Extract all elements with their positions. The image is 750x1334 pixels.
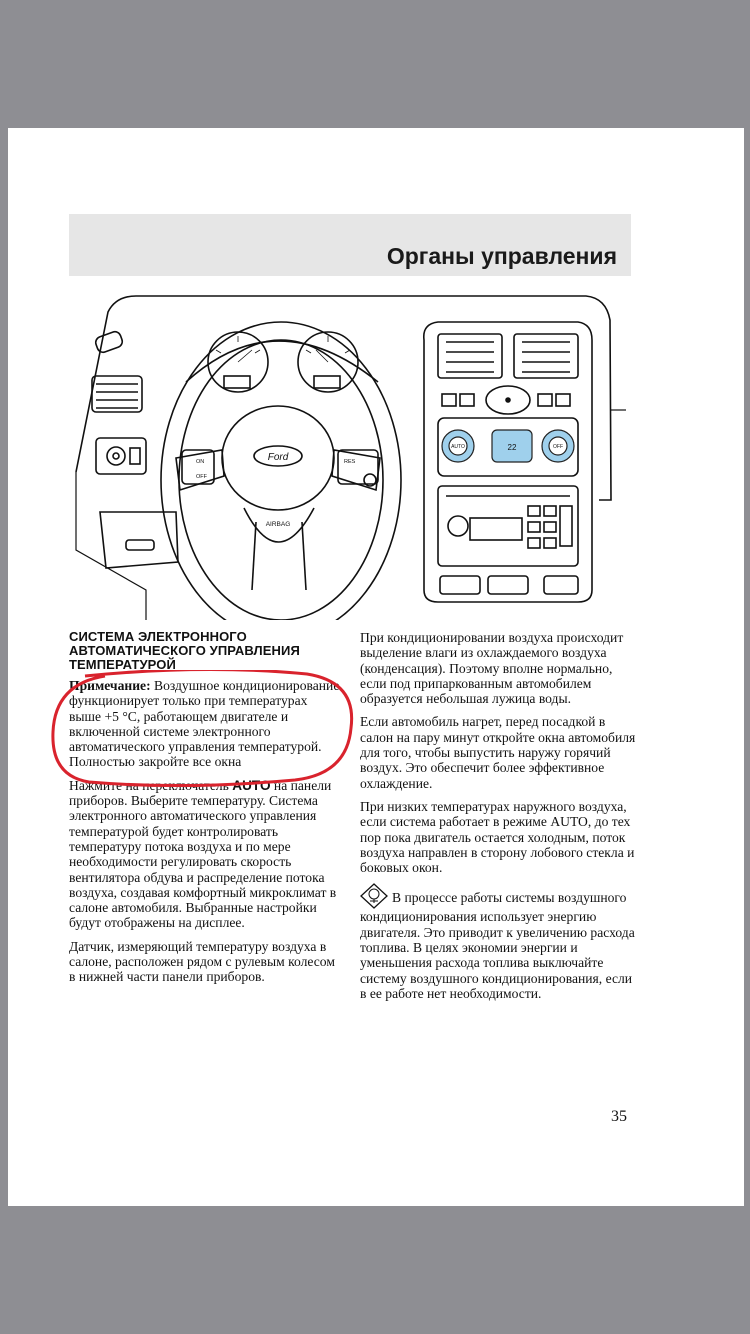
eco-note-text: В процессе работы системы воздушного кондиционирования использует энергию двигателя. Это приводит к увеличению расхода топлива. В целях экономии энергии и уменьшения расхода топлива выключайте систему воздушного кондиционирования, если в ее работе нет необходимости. <box>360 890 635 1001</box>
auto-keyword: AUTO <box>232 777 271 793</box>
climate-auto-label: AUTO <box>451 444 465 450</box>
paragraph-cold-weather: При низких температурах наружного воздуха, если система работает в режиме AUTO, до тех пор пока двигатель остается холодным, поток воздуха направлен в сторону лобового стекла и боковых окон. <box>360 798 635 876</box>
right-column <box>360 630 636 1009</box>
cruise-res-label: RES <box>344 459 356 465</box>
paragraph-auto <box>69 778 341 931</box>
paragraph-condensation: При кондиционировании воздуха происходит выделение влаги из охлаждаемого воздуха (конденсация). Поэтому вполне нормально, если под припаркованным автомобилем образуется небольшая лужица воды. <box>360 630 624 707</box>
eco-icon <box>360 883 388 909</box>
cruise-on-label: ON <box>196 459 205 465</box>
climate-off-label: OFF <box>553 444 563 450</box>
paragraph-sensor: Датчик, измеряющий температуру воздуха в салоне, расположен рядом с рулевым колесом в нижней части панели приборов. <box>69 938 335 985</box>
paragraph-hot-car: Если автомобиль нагрет, перед посадкой в салон на пару минут откройте окна автомобиля для того, чтобы выпустить наружу горячий воздух. Это обеспечит более эффективное охлаждение. <box>360 714 636 791</box>
paragraph-auto-lead: Нажмите на переключатель <box>69 777 233 793</box>
note-label: Примечание: <box>69 678 151 693</box>
note-text: Воздушное кондиционирование функционирует только при температурах выше +5 °C, работающем двигателе и включенной системе электронного автоматического управления температурой. Полностью закройте все окна <box>69 678 340 770</box>
manual-page <box>8 128 744 1206</box>
section-header <box>69 214 631 276</box>
ford-logo: Ford <box>267 452 289 463</box>
left-column <box>69 630 341 993</box>
section-heading: СИСТЕМА ЭЛЕКТРОННОГО АВТОМАТИЧЕСКОГО УПРАВЛЕНИЯ ТЕМПЕРАТУРОЙ <box>69 629 300 672</box>
section-title: Органы управления <box>386 243 617 269</box>
page-number: 35 <box>611 1108 627 1125</box>
note-block <box>69 678 341 770</box>
airbag-label: AIRBAG <box>265 521 291 528</box>
dashboard-illustration <box>66 290 626 620</box>
cruise-off-label: OFF <box>196 474 207 480</box>
paragraph-auto-body: на панели приборов. Выберите температуру. Система электронного автоматического управления температурой будет контролировать температуру потока воздуха и по мере необходимости регулировать скорость вентилятора обдува и распределение потока воздуха, создавая комфортный микроклимат в салоне автомобиля. Выбранные настройки будут отображены на дисплее. <box>69 777 337 931</box>
paragraph-eco <box>360 883 636 1001</box>
climate-temp-readout: 22 <box>507 443 517 452</box>
